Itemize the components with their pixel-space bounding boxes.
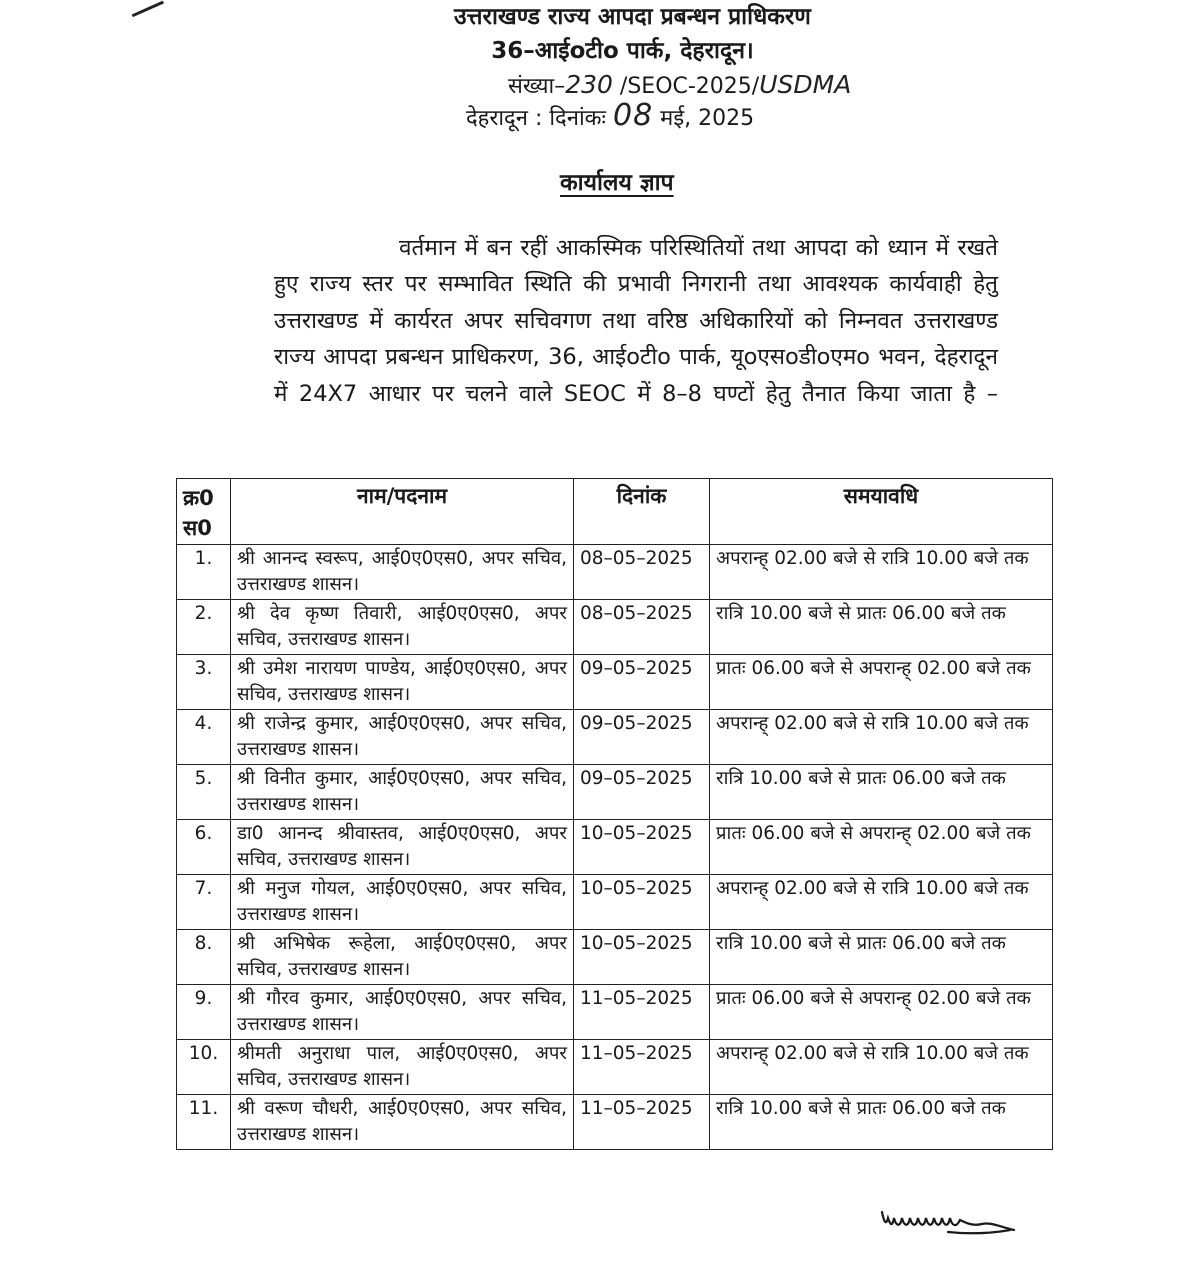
- date-cell: 10–05–2025: [574, 820, 710, 875]
- body-paragraph: [274, 230, 998, 412]
- serial-cell: 8.: [177, 930, 231, 985]
- name-cell: श्री वरूण चौधरी, आई0ए0एस0, अपर सचिव, उत्तराखण्ड शासन।: [231, 1095, 574, 1150]
- name-cell: श्री अभिषेक रूहेला, आई0ए0एस0, अपर सचिव, उत्तराखण्ड शासन।: [231, 930, 574, 985]
- serial-cell: 6.: [177, 820, 231, 875]
- date-cell: 08–05–2025: [574, 545, 710, 600]
- date-cell: 09–05–2025: [574, 765, 710, 820]
- table-row: [177, 545, 1053, 600]
- serial-cell: 2.: [177, 600, 231, 655]
- serial-cell: 7.: [177, 875, 231, 930]
- table-header-row: [177, 479, 1053, 545]
- time-cell: अपरान्ह् 02.00 बजे से रात्रि 10.00 बजे तक: [710, 1040, 1053, 1095]
- issue-date-line: [466, 100, 754, 135]
- table-row: [177, 875, 1053, 930]
- organisation-address: 36–आईoटीo पार्क, देहरादून।: [491, 38, 754, 64]
- date-cell: 10–05–2025: [574, 930, 710, 985]
- header-name: नाम/पदनाम: [231, 479, 574, 545]
- ref-prefix: संख्या–: [508, 74, 566, 99]
- name-cell: श्री राजेन्द्र कुमार, आई0ए0एस0, अपर सचिव, उत्तराखण्ड शासन।: [231, 710, 574, 765]
- date-prefix: देहरादून : दिनांकः: [466, 106, 613, 131]
- serial-cell: 10.: [177, 1040, 231, 1095]
- ref-number-handwritten: 230: [565, 70, 613, 99]
- date-cell: 11–05–2025: [574, 985, 710, 1040]
- serial-cell: 4.: [177, 710, 231, 765]
- time-cell: अपरान्ह् 02.00 बजे से रात्रि 10.00 बजे तक: [710, 875, 1053, 930]
- serial-cell: 1.: [177, 545, 231, 600]
- date-cell: 09–05–2025: [574, 655, 710, 710]
- time-cell: अपरान्ह् 02.00 बजे से रात्रि 10.00 बजे तक: [710, 545, 1053, 600]
- date-suffix: मई, 2025: [653, 106, 755, 131]
- table-body: [177, 545, 1053, 1150]
- header-serial: क्र0 स0: [177, 479, 231, 545]
- time-cell: प्रातः 06.00 बजे से अपरान्ह् 02.00 बजे तक: [710, 655, 1053, 710]
- ref-suffix-handwritten: USDMA: [759, 70, 852, 99]
- date-cell: 08–05–2025: [574, 600, 710, 655]
- body-text: वर्तमान में बन रहीं आकस्मिक परिस्थितियों तथा आपदा को ध्यान में रखते हुए राज्य स्तर पर सम्भावित स्थिति की प्रभावी निगरानी तथा आवश्यक कार्यवाही हेतु उत्तराखण्ड में कार्यरत अपर सचिवगण तथा वरिष्ठ अधिकारियों को निम्नवत उत्तराखण्ड राज्य आपदा प्रबन्धन प्राधिकरण, 36, आईoटीo पार्क, यूoएसoडीoएमo भवन, देहरादून में 24X7 आधार पर चलने वाले SEOC में 8–8 घण्टों हेतु तैनात किया जाता है –: [274, 235, 998, 407]
- serial-cell: 9.: [177, 985, 231, 1040]
- name-cell: श्री विनीत कुमार, आई0ए0एस0, अपर सचिव, उत्तराखण्ड शासन।: [231, 765, 574, 820]
- table-row: [177, 710, 1053, 765]
- table-row: [177, 1040, 1053, 1095]
- document-title: कार्यालय ज्ञाप: [560, 170, 674, 196]
- time-cell: रात्रि 10.00 बजे से प्रातः 06.00 बजे तक: [710, 930, 1053, 985]
- name-cell: श्री मनुज गोयल, आई0ए0एस0, अपर सचिव, उत्तराखण्ड शासन।: [231, 875, 574, 930]
- duty-roster-table: [176, 478, 1053, 1150]
- ref-mid: /SEOC-2025/: [612, 74, 760, 99]
- table-row: [177, 820, 1053, 875]
- date-cell: 11–05–2025: [574, 1040, 710, 1095]
- header-time: समयावधि: [710, 479, 1053, 545]
- date-cell: 11–05–2025: [574, 1095, 710, 1150]
- name-cell: श्रीमती अनुराधा पाल, आई0ए0एस0, अपर सचिव, उत्तराखण्ड शासन।: [231, 1040, 574, 1095]
- header-date: दिनांक: [574, 479, 710, 545]
- time-cell: रात्रि 10.00 बजे से प्रातः 06.00 बजे तक: [710, 765, 1053, 820]
- name-cell: श्री देव कृष्ण तिवारी, आई0ए0एस0, अपर सचिव, उत्तराखण्ड शासन।: [231, 600, 574, 655]
- reference-number-line: [508, 70, 851, 102]
- table-row: [177, 1095, 1053, 1150]
- table-row: [177, 600, 1053, 655]
- name-cell: श्री गौरव कुमार, आई0ए0एस0, अपर सचिव, उत्तराखण्ड शासन।: [231, 985, 574, 1040]
- name-cell: श्री उमेश नारायण पाण्डेय, आई0ए0एस0, अपर सचिव, उत्तराखण्ड शासन।: [231, 655, 574, 710]
- table-row: [177, 930, 1053, 985]
- serial-cell: 11.: [177, 1095, 231, 1150]
- time-cell: प्रातः 06.00 बजे से अपरान्ह् 02.00 बजे तक: [710, 985, 1053, 1040]
- name-cell: डा0 आनन्द श्रीवास्तव, आई0ए0एस0, अपर सचिव, उत्तराखण्ड शासन।: [231, 820, 574, 875]
- time-cell: रात्रि 10.00 बजे से प्रातः 06.00 बजे तक: [710, 1095, 1053, 1150]
- date-cell: 09–05–2025: [574, 710, 710, 765]
- date-cell: 10–05–2025: [574, 875, 710, 930]
- date-day-handwritten: 08: [612, 98, 654, 133]
- organisation-name: उत्तराखण्ड राज्य आपदा प्रबन्धन प्राधिकरण: [454, 4, 811, 30]
- table-row: [177, 655, 1053, 710]
- name-cell: श्री आनन्द स्वरूप, आई0ए0एस0, अपर सचिव, उत्तराखण्ड शासन।: [231, 545, 574, 600]
- table-row: [177, 765, 1053, 820]
- serial-cell: 3.: [177, 655, 231, 710]
- time-cell: रात्रि 10.00 बजे से प्रातः 06.00 बजे तक: [710, 600, 1053, 655]
- table-row: [177, 985, 1053, 1040]
- serial-cell: 5.: [177, 765, 231, 820]
- time-cell: प्रातः 06.00 बजे से अपरान्ह् 02.00 बजे तक: [710, 820, 1053, 875]
- signature-icon: [878, 1200, 1018, 1240]
- time-cell: अपरान्ह् 02.00 बजे से रात्रि 10.00 बजे तक: [710, 710, 1053, 765]
